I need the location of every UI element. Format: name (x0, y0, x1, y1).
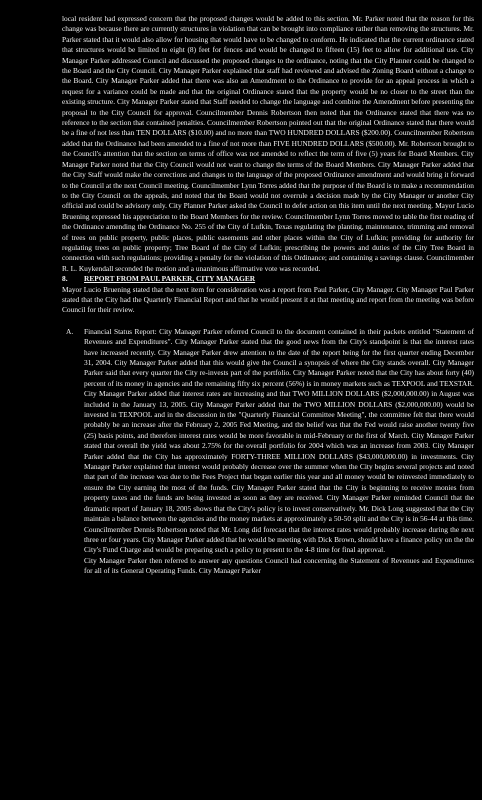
section-heading (62, 274, 474, 284)
agenda-item-a (62, 327, 474, 556)
minutes-document (62, 14, 474, 577)
item-letter: A. (66, 326, 74, 336)
continued-paragraph: local resident had expressed concern that the proposed changes would be added to this section. Mr. Parker noted that the reason for this change was because there are currently structures in violation that can be brought into compliance rather than removing the structures. Mr. Parker stated that it would also allow for housing that would have to be changed to conform. He indicated that the current ordinance stated that structures would be limited to eight (8) feet for fences and would be changed to fifteen (15) feet to allow for additional use. City Manager Parker addressed Council and discussed the proposed changes to the ordinance, noting that the City Planner could be changed to the Board and the City Council. City Manager Parker explained that staff had reviewed and advised the Zoning Board without a change to the Board. City Manager Parker added that there was also an Amendment to the Ordinance to provide for an appeal process in which a request for a variance could be made and that the original Ordinance stated that the property would be no closer to the street than the existing structure. City Manager Parker stated that Staff needed to change the language and combine the Amendment before presenting the proposal to the City Council for approval. Councilmember Dennis Robertson then noted that the Ordinance stated that there was no reference to the section that contained penalties. Councilmember Robertson pointed out that the original Ordinance stated that there would be a fine of not less than TEN DOLLARS ($10.00) and no more than TWO HUNDRED DOLLARS ($200.00). Councilmember Robertson added that the Ordinance had been amended to a fine of not more than FIVE HUNDRED DOLLARS ($500.00). Mr. Robertson brought to the Council's attention that the section on terms of office was not amended to reflect the term of five (5) years for Board Members. City Manager Parker noted that the City Council would not want to change the terms of the Board Members. City Manager Parker added that the City Staff would make the corrections and changes to the language of the proposed Ordinance amendment and would bring it forward to the Council at the next Council meeting. Councilmember Lynn Torres added that the purpose of the Board is to make a recommendation to the City Council on the appeals, and noted that the Board would not overrule a decision made by the City Manager or another City official and could be advisory only. City Planner Parker asked the Council to defer action on this item until the next meeting. Mayor Lucio Bruening expressed his appreciation to the Board Members for the review. Councilmember Lynn Torres moved to table the first reading of the Ordinance amending the Ordinance No. 255 of the City of Lufkin, Texas regulating the planting, maintenance, trimming and removal of trees on public property, public places, public easements and other places within the City of Lufkin; providing for authority for regulating trees on public property; Tree Board of the City of Lufkin; prescribing the powers and duties of the City Tree Board in connection with such regulations; providing a penalty for the violation of this Ordinance; and containing a savings clause. Councilmember R. L. Kuykendall seconded the motion and a unanimous affirmative vote was recorded. (62, 14, 474, 273)
item-a-continued: City Manager Parker then referred to answer any questions Council had concerning the Statement of Revenues and Expenditures for all of its General Operating Funds. City Manager Parker (84, 555, 474, 576)
section-title: REPORT FROM PAUL PARKER, CITY MANAGER (84, 274, 256, 284)
section-intro: Mayor Lucio Bruening stated that the next item for consideration was a report from Paul Parker, City Manager. City Manager Paul Parker stated that the City had the Quarterly Financial Report and that he would present it at that meeting and report from the meeting was before Council for their review. (62, 284, 474, 315)
section-number: 8. (62, 274, 68, 284)
item-a-text: Financial Status Report: City Manager Parker referred Council to the document contained in their packets entitled "Statement of Revenues and Expenditures". City Manager Parker stated that the good news from the City's standpoint is that the interest rates have increased recently. City Manager Parker drew attention to the date of the report being for the first quarter ending December 31, 2004. City Manager Parker added that this would give the Council a synopsis of where the City stands overall. City Manager Parker said that every quarter the City re-invests part of the portfolio. City Manager Parker noted that the City has about forty (40) percent of its money in agencies and the remaining fifty six percent (56%) is in money markets such as TEXPOOL and TEXSTAR. City Manager Parker added that interest rates are increasing and that TWO MILLION DOLLARS ($2,000,000.00) in August was included in the January 13, 2005. City Manager Parker added that the TWO MILLION DOLLARS ($2,000,000.00) would be invested in TEXPOOL and in the discussion in the "Quarterly Financial Committee Meeting", the committee felt that there would probably be an increase after the February 2, 2005 Fed Meeting, and the belief was that the Fed would raise another twenty five (25) basis points, and therefore interest rates would be more favorable in mid-February or the first of March. City Manager Parker stated that overall the yield was about 2.75% for the overall portfolio for 2004 which was an increase from 2003. City Manager Parker added that the City has approximately FORTY-THREE MILLION DOLLARS ($43,000,000.00) in investments. City Manager Parker explained that interest would probably decrease over the summer when the City begins several projects and noted that part of the increase was due to the Fees Project that began earlier this year and all money would be reinvested immediately to ensure the City earning the most of the funds. City Manager Parker stated that the City is beginning to receive monies from property taxes and the funds are being invested as soon as they are received. City Manager Parker reminded Council that the dramatic report of January 18, 2005 shows that the City's policy is to invest conservatively. Mr. Dick Long suggested that the City maintain a balance between the agencies and the money markets at approximately a 50-50 split and the City is in 56-44 at this time. Councilmember Dennis Robertson noted that Mr. Long did forecast that the interest rates would probably increase during the next three or four years. City Manager Parker added that he would be meeting with Dick Brown, should have a finance policy on the the City's Fund Charge and would be preparing such a policy to present to the 4-8 time for final approval. (84, 326, 474, 555)
